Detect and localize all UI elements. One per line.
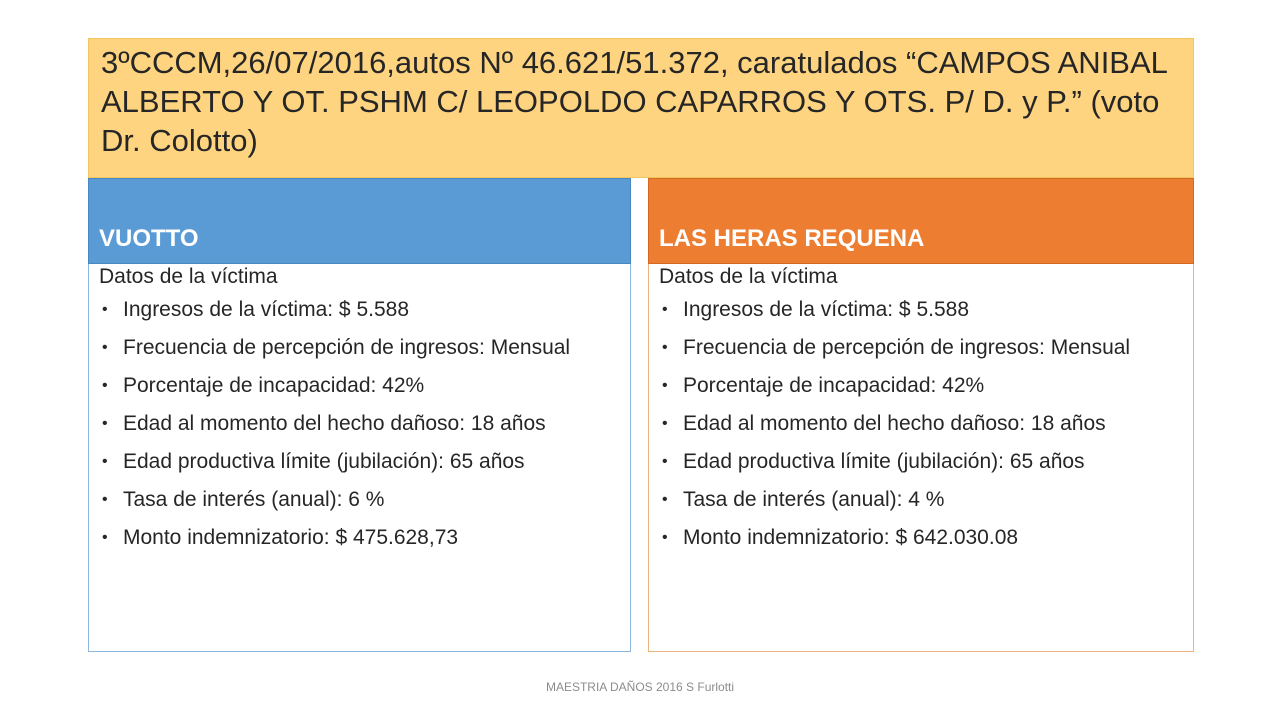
bullet-icon: • [102, 491, 108, 508]
column-heading-vuotto [88, 178, 631, 264]
fact-list [659, 298, 1165, 550]
bullet-icon: • [662, 339, 668, 356]
list-item: • Monto indemnizatorio: $ 475.628,73 [102, 526, 459, 549]
slide-title-box [88, 38, 1194, 178]
list-item: • Ingresos de la víctima: $ 5.588 [102, 298, 409, 321]
list-item: • Edad al momento del hecho dañoso: 18 años [662, 412, 1106, 435]
bullet-icon: • [662, 415, 668, 432]
column-body-vuotto [88, 264, 631, 652]
column-body-las-heras-requena [648, 264, 1194, 652]
bullet-icon: • [102, 301, 108, 318]
list-item: • Tasa de interés (anual): 6 % [102, 488, 385, 511]
list-item: • Frecuencia de percepción de ingresos: Mensual [662, 336, 1131, 359]
column-intro: Datos de la víctima [99, 265, 278, 288]
slide-footer: MAESTRIA DAÑOS 2016 S Furlotti [545, 680, 735, 694]
bullet-icon: • [102, 377, 108, 394]
list-item: • Monto indemnizatorio: $ 642.030.08 [662, 526, 1019, 549]
slide-title: 3ºCCCM,26/07/2016,autos Nº 46.621/51.372, caratulados “CAMPOS ANIBAL ALBERTO Y OT. PSHM C/ LEOPOLDO CAPARROS Y OTS. P/ D. y P.” (voto Dr. Colotto) [101, 45, 1167, 158]
bullet-icon: • [662, 491, 668, 508]
column-intro: Datos de la víctima [659, 265, 838, 288]
list-item: • Porcentaje de incapacidad: 42% [102, 374, 425, 397]
column-heading-las-heras-requena [648, 178, 1194, 264]
bullet-icon: • [662, 529, 668, 546]
column-heading-label: VUOTTO [99, 225, 199, 252]
list-item: • Edad productiva límite (jubilación): 65 años [662, 450, 1085, 473]
bullet-icon: • [662, 453, 668, 470]
fact-list [99, 298, 602, 550]
bullet-icon: • [662, 301, 668, 318]
list-item: • Tasa de interés (anual): 4 % [662, 488, 945, 511]
bullet-icon: • [102, 453, 108, 470]
list-item: • Edad productiva límite (jubilación): 65 años [102, 450, 525, 473]
bullet-icon: • [102, 529, 108, 546]
list-item: • Frecuencia de percepción de ingresos: Mensual [102, 336, 571, 359]
list-item: • Edad al momento del hecho dañoso: 18 años [102, 412, 546, 435]
list-item: • Ingresos de la víctima: $ 5.588 [662, 298, 969, 321]
column-heading-label: LAS HERAS REQUENA [659, 225, 925, 252]
bullet-icon: • [102, 339, 108, 356]
bullet-icon: • [662, 377, 668, 394]
list-item: • Porcentaje de incapacidad: 42% [662, 374, 985, 397]
bullet-icon: • [102, 415, 108, 432]
